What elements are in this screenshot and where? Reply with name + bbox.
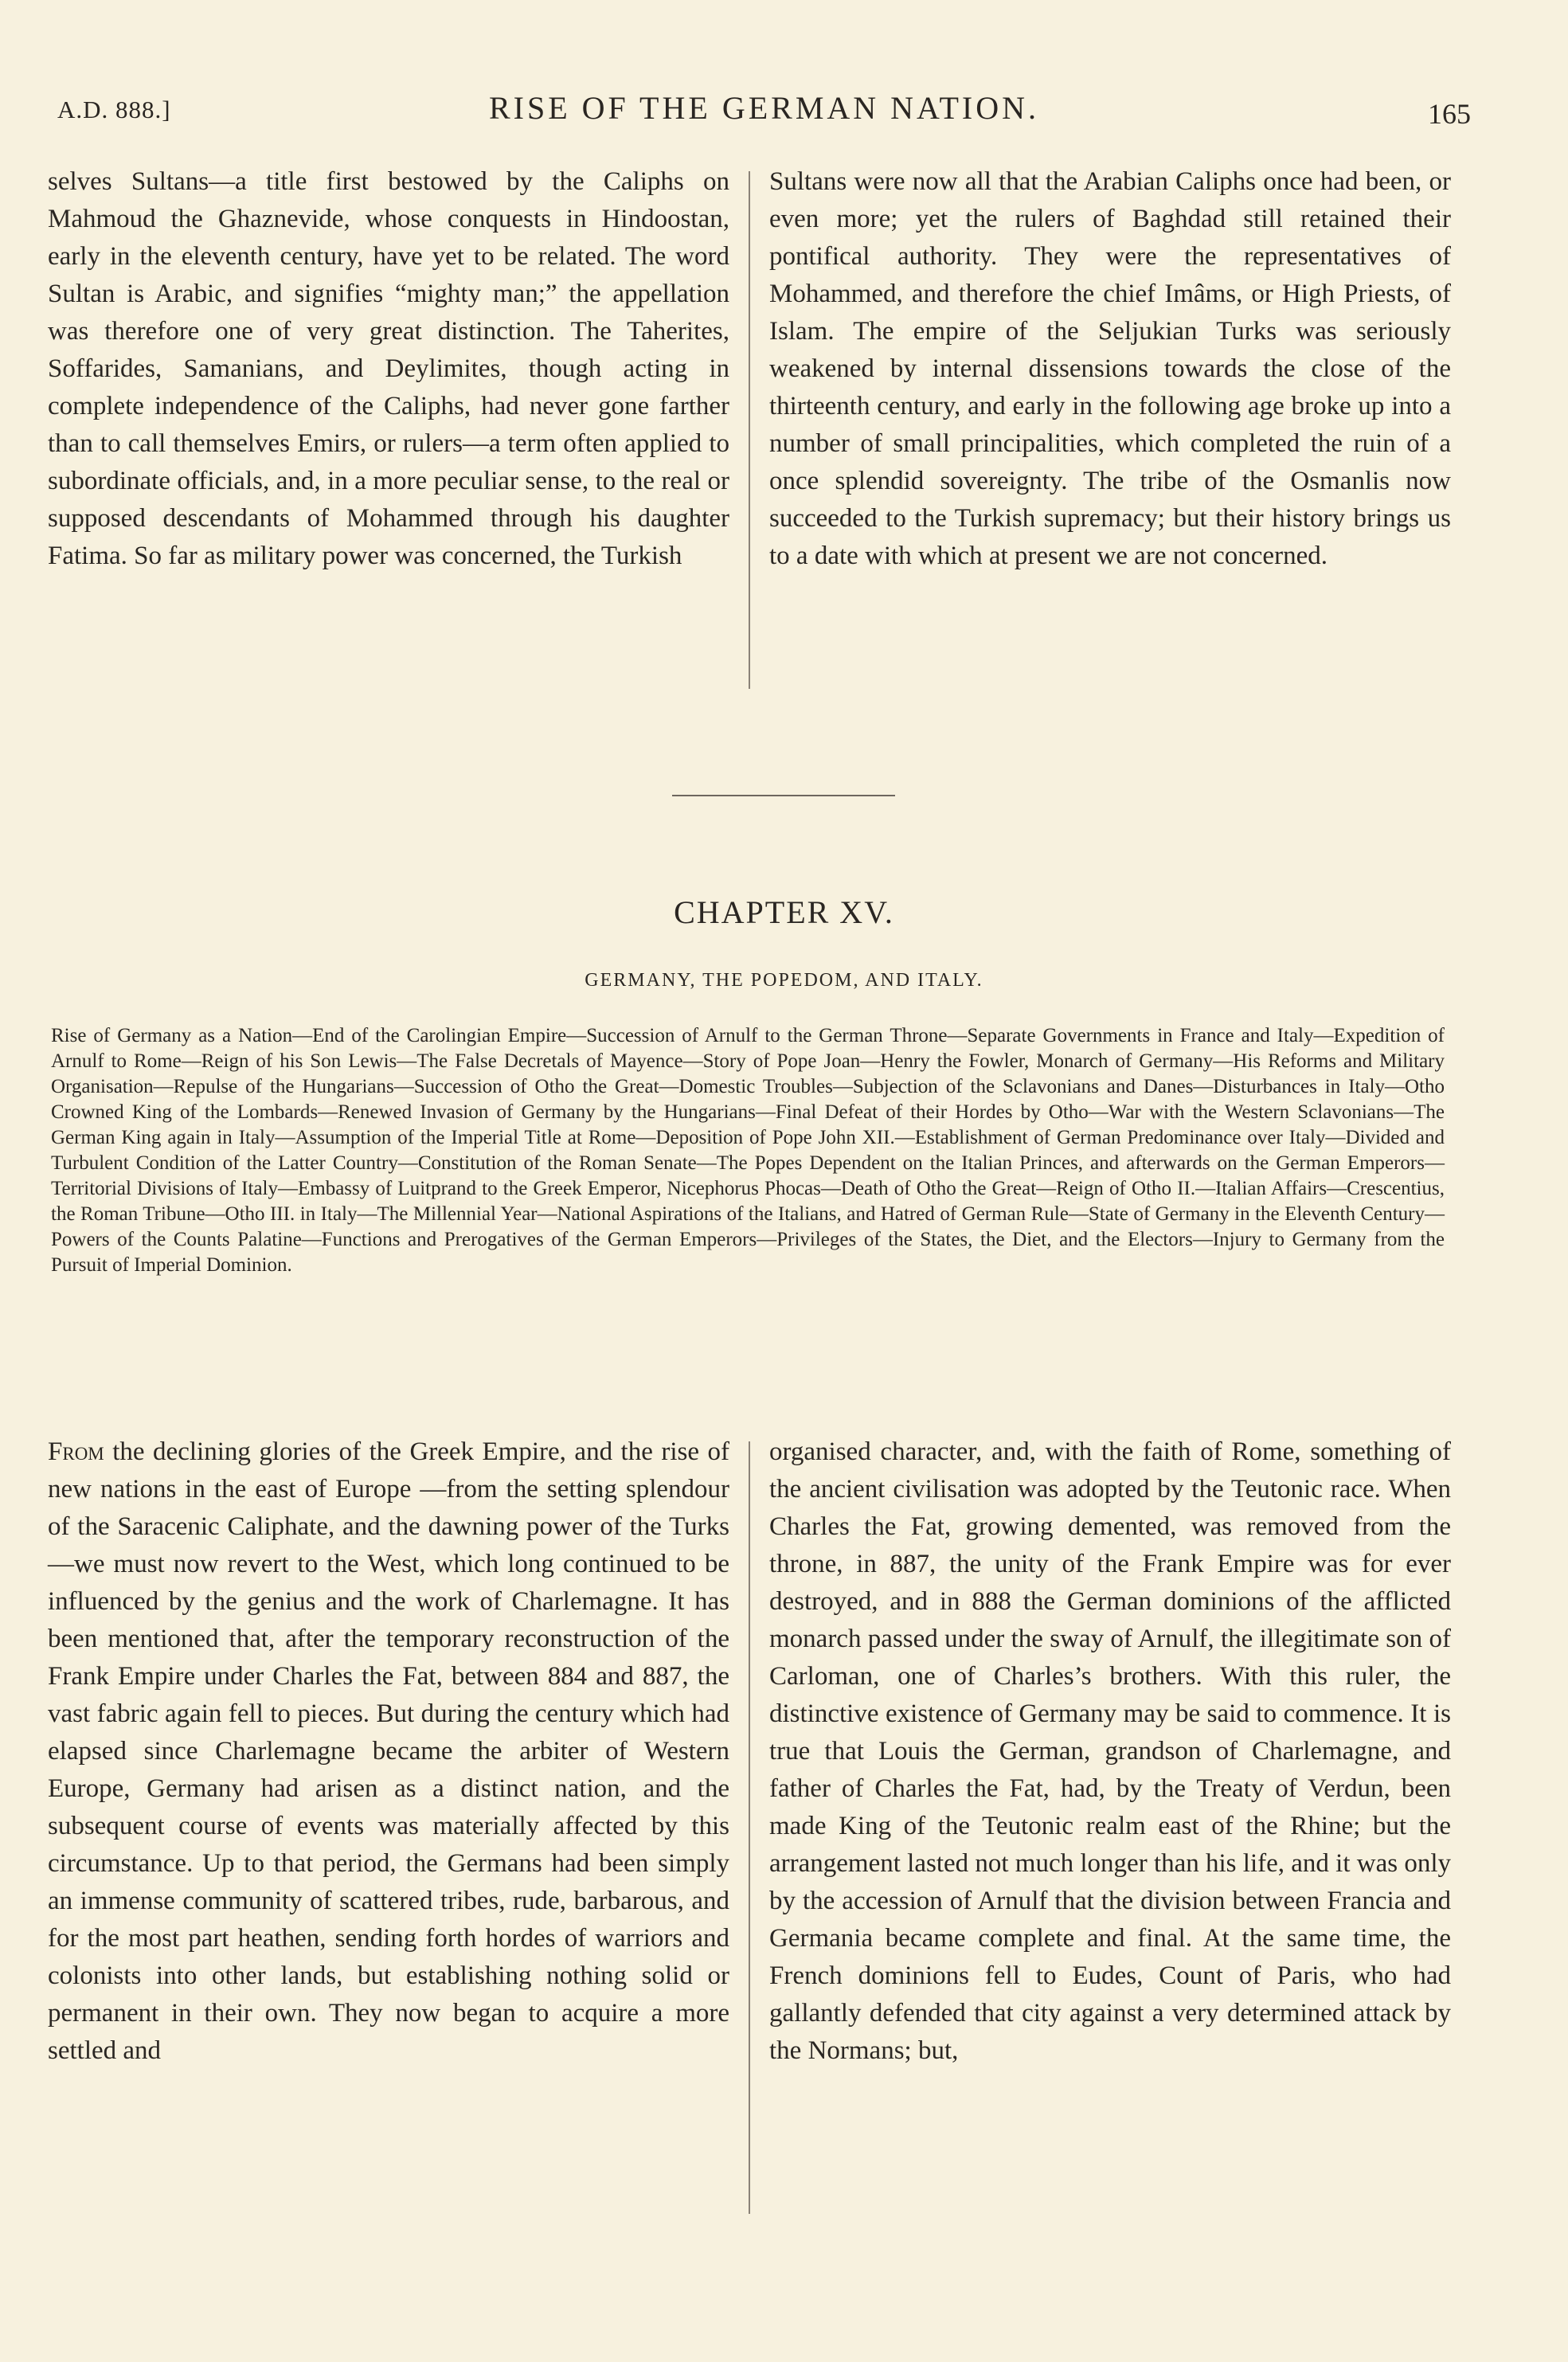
running-head-title: RISE OF THE GERMAN NATION. <box>488 90 1040 126</box>
chapter-title: CHAPTER XV. <box>674 894 894 930</box>
bottom-right-column: organised character, and, with the faith of Rome, something of the ancient civilisation was adopted by the Teutonic race. When Charles the Fat, growing demented, was removed from the throne, in 887, the unity of the Frank Empire was for ever destroyed, and in 888 the German dominions of the afflicted monarch passed under the sway of Arnulf, the illegitimate son of Carloman, one of Charles’s brothers. With this ruler, the distinctive existence of Germany may be said to commence. It is true that Louis the German, grandson of Charlemagne, and father of Charles the Fat, had, by the Treaty of Verdun, been made King of the Teutonic realm east of the Rhine; but the arrangement lasted not much longer than his life, and it was only by the accession of Arnulf that the division between Francia and Germania became complete and final. At the same time, the French dominions fell to Eudes, Count of Paris, who had gallantly defended that city against a very determined attack by the Normans; but, <box>769 1437 1451 2065</box>
bottom-columns <box>48 1433 1451 2230</box>
running-head <box>57 89 1471 131</box>
top-right-column: Sultans were now all that the Arabian Caliphs once had been, or even more; yet the rulers of Baghdad still retained their pontifical authority. They were the representatives of Mohammed, and therefore the chief Imâms, or High Priests, of Islam. The empire of the Seljukian Turks was seriously weakened by internal dissensions towards the close of the thirteenth century, and early in the following age broke up into a number of small principalities, which completed the ruin of a once splendid sovereignty. The tribe of the Osmanlis now succeeded to the Turkish supremacy; but their history brings us to a date with which at present we are not concerned. <box>769 167 1451 570</box>
top-columns <box>48 163 1451 697</box>
column-divider <box>749 1441 750 2214</box>
chapter-subtitle: GERMANY, THE POPEDOM, AND ITALY. <box>585 970 983 991</box>
running-head-date: A.D. 888.] <box>57 96 171 123</box>
section-separator-rule <box>672 795 895 796</box>
opening-word: From <box>48 1437 104 1466</box>
bottom-left-column <box>48 1433 729 2230</box>
chapter-summary: Rise of Germany as a Nation—End of the Carolingian Empire—Succession of Arnulf to the German Throne—Separate Governments in France and Italy—Expedition of Arnulf to Rome—Reign of his Son Lewis—The False Decretals of Mayence—Story of Pope Joan—Henry the Fowler, Monarch of Germany—His Reforms and Military Organisation—Repulse of the Hungarians—Succession of Otho the Great—Domestic Troubles—Subjection of the Sclavonians and Danes—Disturbances in Italy—Otho Crowned King of the Lombards—Renewed Invasion of Germany by the Hungarians—Final Defeat of their Hordes by Otho—War with the Western Sclavonians—The German King again in Italy—Assumption of the Imperial Title at Rome—Deposition of Pope John XII.—Establishment of German Predominance over Italy—Divided and Turbulent Condition of the Latter Country—Constitution of the Roman Senate—The Popes Dependent on the Italian Princes, and afterwards on the German Emperors—Territorial Divisions of Italy—Embassy of Luitprand to the Greek Emperor, Nicephorus Phocas—Death of Otho the Great—Reign of Otho II.—Italian Affairs—Crescentius, the Roman Tribune—Otho III. in Italy—The Millennial Year—National Aspirations of the Italians, and Hatred of German Rule—State of Germany in the Eleventh Century—Powers of the Counts Palatine—Functions and Prerogatives of the German Emperors—Privileges of the States, the Diet, and the Electors—Injury to Germany from the Pursuit of Imperial Dominion. <box>51 1025 1445 1276</box>
bottom-left-text: the declining glories of the Greek Empire, and the rise of new nations in the east of Europe —from the setting splendour of the Saracenic Caliphate, and the dawning power of the Turks—we must now revert to the West, which long continued to be influenced by the genius and the work of Charlemagne. It has been mentioned that, after the temporary reconstruction of the Frank Empire under Charles the Fat, between 884 and 887, the vast fabric again fell to pieces. But during the century which had elapsed since Charlemagne became the arbiter of Western Europe, Germany had arisen as a distinct nation, and the subsequent course of events was materially affected by this circumstance. Up to that period, the Germans had been simply an immense community of scattered tribes, rude, barbarous, and for the most part heathen, sending forth hordes of warriors and colonists into other lands, but establishing nothing solid or permanent in their own. They now began to acquire a more settled and <box>48 1437 729 2065</box>
top-left-column: selves Sultans—a title first bestowed by the Caliphs on Mahmoud the Ghaznevide, whose conquests in Hindoostan, early in the eleventh century, have yet to be related. The word Sultan is Arabic, and signifies “mighty man;” the appellation was therefore one of very great distinction. The Taherites, Soffarides, Samanians, and Deylimites, though acting in complete independence of the Caliphs, had never gone farther than to call themselves Emirs, or rulers—a term often applied to subordinate officials, and, in a more peculiar sense, to the real or supposed descendants of Mohammed through his daughter Fatima. So far as military power was concerned, the Turkish <box>48 167 729 570</box>
column-divider <box>749 171 750 689</box>
page-number: 165 <box>1428 98 1471 130</box>
